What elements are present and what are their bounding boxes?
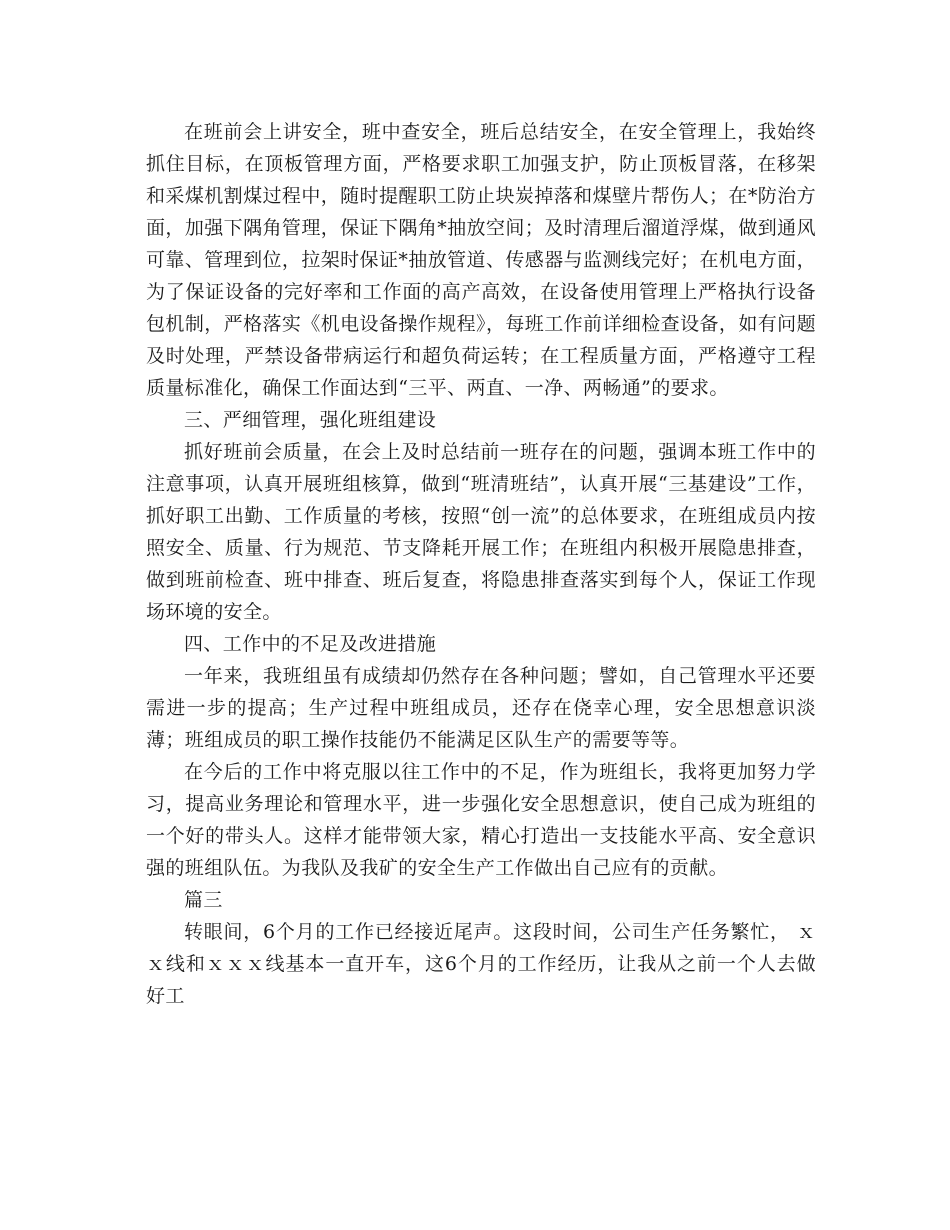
- paragraph-shortcomings: 一年来，我班组虽有成绩却仍然存在各种问题；譬如，自己管理水平还要需进一步的提高；生产过程中班组成员，还存在侥幸心理，安全思想意识淡薄；班组成员的职工操作技能仍不能满足区队生产的需要等等。: [146, 665, 816, 751]
- paragraph-part-3-intro: 转眼间，6个月的工作已经接近尾声。这段时间，公司生产任务繁忙， ｘｘ线和ｘｘｘ线基本一直开车，这6个月的工作经历，让我从之前一个人去做好工: [146, 921, 816, 1007]
- part-heading-3: 篇三: [184, 889, 223, 911]
- document-body: [146, 116, 816, 1012]
- paragraph-improvements: 在今后的工作中将克服以往工作中的不足，作为班组长，我将更加努力学习，提高业务理论和管理水平，进一步强化安全思想意识，使自己成为班组的一个好的带头人。这样才能带领大家，精心打造出一支技能水平高、安全意识强的班组队伍。为我队及我矿的安全生产工作做出自己应有的贡献。: [146, 761, 816, 879]
- paragraph-team-building: 抓好班前会质量，在会上及时总结前一班存在的问题，强调本班工作中的注意事项，认真开展班组核算，做到“班清班结”，认真开展“三基建设”工作，抓好职工出勤、工作质量的考核，按照“创一流”的总体要求，在班组成员内按照安全、质量、行为规范、节支降耗开展工作；在班组内积极开展隐患排查，做到班前检查、班中排查、班后复查，将隐患排查落实到每个人，保证工作现场环境的安全。: [146, 441, 816, 623]
- section-heading-4: 四、工作中的不足及改进措施: [184, 633, 437, 655]
- section-heading-3: 三、严细管理，强化班组建设: [184, 409, 437, 431]
- paragraph-safety-management: 在班前会上讲安全，班中查安全，班后总结安全，在安全管理上，我始终抓住目标，在顶板管理方面，严格要求职工加强支护，防止顶板冒落，在移架和采煤机割煤过程中，随时提醒职工防止块炭掉落和煤壁片帮伤人；在*防治方面，加强下隅角管理，保证下隅角*抽放空间；及时清理后溜道浮煤，做到通风可靠、管理到位，拉架时保证*抽放管道、传感器与监测线完好；在机电方面，为了保证设备的完好率和工作面的高产高效，在设备使用管理上严格执行设备包机制，严格落实《机电设备操作规程》，每班工作前详细检查设备，如有问题及时处理，严禁设备带病运行和超负荷运转；在工程质量方面，严格遵守工程质量标准化，确保工作面达到“三平、两直、一净、两畅通”的要求。: [146, 121, 816, 399]
